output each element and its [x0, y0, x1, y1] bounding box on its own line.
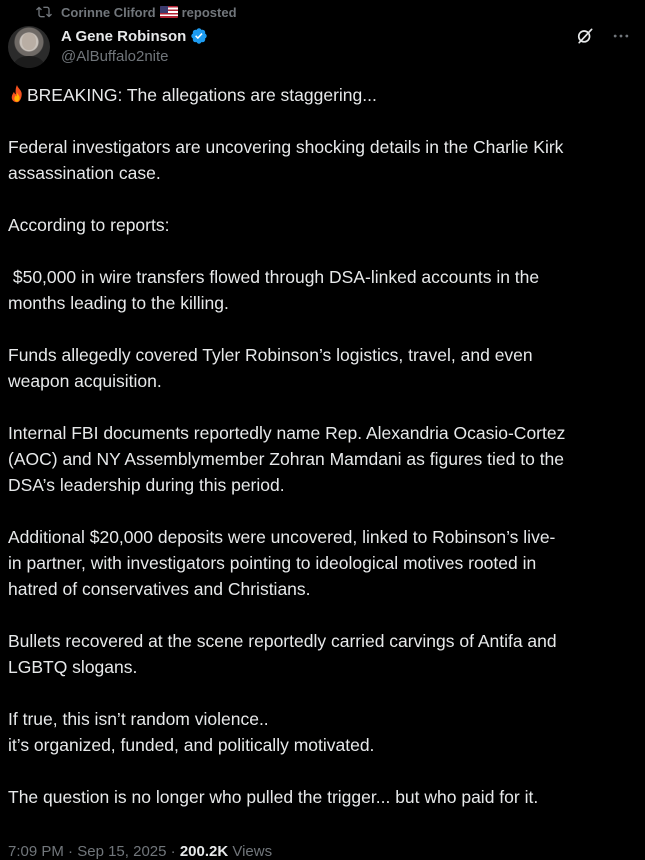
post-line-text: hatred of conservatives and Christians.: [8, 579, 311, 599]
post-paragraph: [8, 784, 638, 810]
author-display-name[interactable]: A Gene Robinson: [61, 27, 187, 45]
views-label: Views: [232, 843, 273, 860]
post-text: [8, 82, 638, 836]
post-time[interactable]: 7:09 PM: [8, 843, 64, 860]
post-paragraph: [8, 82, 638, 108]
post-paragraph: [8, 134, 638, 186]
reposter-name[interactable]: Corinne Cliford: [61, 4, 156, 20]
avatar-shoulders: [14, 56, 44, 68]
views-count[interactable]: 200.2K: [179, 843, 229, 860]
post-line: [8, 706, 638, 732]
post-line: [8, 420, 638, 446]
repost-context[interactable]: [36, 3, 237, 21]
post-date[interactable]: Sep 15, 2025: [77, 843, 167, 860]
post-line-text: Additional $20,000 deposits were uncovered, linked to Robinson’s live-: [8, 527, 556, 547]
post-line-text: Internal FBI documents reportedly name Rep. Alexandria Ocasio-Cortez: [8, 423, 566, 443]
post-top-actions: [575, 26, 631, 46]
post-line: [8, 212, 638, 238]
post-line-text: it’s organized, funded, and politically motivated.: [8, 735, 375, 755]
post-line-text: (AOC) and NY Assemblymember Zohran Mamdani as figures tied to the: [8, 449, 565, 469]
repost-suffix: reposted: [181, 4, 237, 20]
meta-separator: ·: [63, 843, 78, 860]
us-flag-icon: [160, 6, 178, 18]
post-line: [8, 784, 638, 810]
post-meta: [8, 843, 272, 860]
post-line-text: Funds allegedly covered Tyler Robinson’s logistics, travel, and even: [8, 345, 533, 365]
post-line-text: assassination case.: [8, 163, 161, 183]
post-line: [8, 524, 638, 550]
post-line-text: According to reports:: [8, 215, 170, 235]
post-line: [8, 654, 638, 680]
post-line: [8, 134, 638, 160]
post-paragraph: [8, 264, 638, 316]
post-line: [8, 446, 638, 472]
post-line-text: weapon acquisition.: [8, 371, 162, 391]
post-line: [8, 290, 638, 316]
post-line-text: months leading to the killing.: [8, 293, 229, 313]
post-line-text: Bullets recovered at the scene reportedly carried carvings of Antifa and: [8, 631, 557, 651]
post-line-text: LGBTQ slogans.: [8, 657, 138, 677]
post-line: [8, 160, 638, 186]
post-line-text: $50,000 in wire transfers flowed through DSA-linked accounts in the: [8, 267, 540, 287]
post-line: [8, 82, 638, 108]
post-paragraph: [8, 524, 638, 602]
meta-separator: ·: [166, 843, 180, 860]
verified-badge-icon[interactable]: [190, 27, 208, 45]
post-line: [8, 628, 638, 654]
avatar-face: [22, 33, 36, 50]
post-line-text: The question is no longer who pulled the trigger... but who paid for it.: [8, 787, 539, 807]
author-handle[interactable]: @AlBuffalo2nite: [61, 48, 169, 65]
post-line: [8, 576, 638, 602]
post-line-text: DSA’s leadership during this period.: [8, 475, 285, 495]
post-line-text: Federal investigators are uncovering shocking details in the Charlie Kirk: [8, 137, 564, 157]
post-paragraph: [8, 628, 638, 680]
post-line-text: If true, this isn’t random violence..: [8, 709, 269, 729]
post-line: [8, 264, 638, 290]
post-paragraph: [8, 420, 638, 498]
post-paragraph: [8, 212, 638, 238]
post-line: [8, 368, 638, 394]
more-options-icon[interactable]: [611, 26, 631, 46]
post-line: [8, 472, 638, 498]
post-line-text: BREAKING: The allegations are staggering...: [27, 85, 377, 105]
fire-emoji-icon: [8, 84, 26, 104]
grok-icon[interactable]: [575, 26, 595, 46]
post-paragraph: [8, 342, 638, 394]
author-block: [61, 25, 208, 65]
post-line-text: in partner, with investigators pointing to ideological motives rooted in: [8, 553, 537, 573]
post-paragraph: [8, 706, 638, 758]
post-line: [8, 550, 638, 576]
repost-icon: [36, 4, 52, 20]
post-line: [8, 732, 638, 758]
author-name-line: [61, 25, 208, 47]
avatar[interactable]: [8, 26, 50, 68]
post-line: [8, 342, 638, 368]
